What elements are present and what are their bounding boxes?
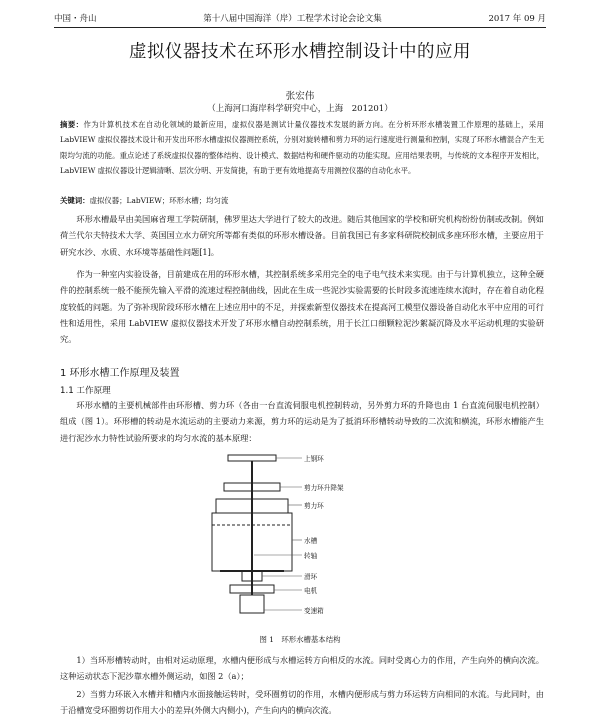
top-steel-ring [228,455,276,461]
abstract-label: 摘要： [60,120,84,129]
affiliation: （上海河口海岸科学研究中心，上海 201201） [207,104,393,114]
author: 张宏伟 [285,91,315,102]
abstract [60,117,544,178]
principle-item-2: 2）当剪力环嵌入水槽并和槽内水面接触运转时，受环圈剪切的作用，水槽内便形成与剪力环运转方向相同的水流。与此同时，由于沿槽宽受环圈剪切作用大小的差异(外侧大内侧小)，产生向内的横向次流。 [60,689,544,716]
flume-diagram [210,445,430,628]
intro-paragraph-2: 作为一种室内实验设备，目前建成在用的环形水槽，其控制系统多采用完全的电子电气技术来实现。由于与计算机独立，这种全硬件的控制系统一般不能预先输入平滑的流速过程控制曲线，因此在生成一些泥沙实验需要的长时段多流速连续水流时，存在着自动化程度较低的问题。为了弥补现阶段环形水槽在上述应用中的不足，并探索新型仪器技术在提高河工模型仪器设备自动化水平中应用的可行性和适用性，采用 LabVIEW 虚拟仪器技术开发了环形水槽自动控制系统，用于长江口细颗粒泥沙絮凝沉降及水平运动机理的实验研究。 [60,269,544,345]
section-heading: 1 环形水槽工作原理及装置 [60,368,180,379]
label-gearbox: 变速箱 [304,607,324,615]
label-slip-ring: 滑环 [304,573,318,581]
header-date: 2017 年 09 月 [488,14,546,24]
keywords-label: 关键词： [60,196,90,205]
figure-caption: 图 1 环形水槽基本结构 [259,635,341,644]
keywords-text: 虚拟仪器；LabVIEW；环形水槽；均匀流 [89,196,229,205]
gearbox [240,595,264,613]
header-location: 中国・舟山 [54,14,97,24]
running-header [54,12,546,26]
label-motor: 电机 [304,587,318,595]
abstract-text: 作为计算机技术在自动化领域的最新应用，虚拟仪器是测试计量仪器技术发展的新方向。在分析环形水槽装置工作原理的基础上，采用 LabVIEW 虚拟仪器技术设计和开发出环形水槽虚拟仪器测控系统，分别对旋转槽和剪力环的运行速度进行测量和控制，实现了环形水槽混合产生无限均匀流的功能。重点论述了系统虚拟仪器的整体结构、设计模式、数据结构和硬件驱动的功能实现。应用结果表明，与传统的文本程序开发相比，LabVIEW 虚拟仪器设计逻辑清晰、层次分明、开发简捷，有助于更有效地提高专用测控仪器的自动化水平。 [60,120,544,175]
paper-title: 虚拟仪器技术在环形水槽控制设计中的应用 [129,42,471,62]
subsection-heading: 1.1 工作原理 [60,386,111,396]
intro-paragraph-1: 环形水槽最早由美国麻省理工学院研制，佛罗里达大学进行了较大的改进。随后其他国家的学校和研究机构纷纷仿制或改制。例如荷兰代尔夫特技术大学、英国国立水力研究所等都有类似的环形水槽设备。目前我国已有多家科研院校制成多座环形水槽，主要应用于研究水沙、水质、水环境等基础性问题[1]。 [60,214,544,257]
header-proceedings: 第十八届中国海洋（岸）工程学术讨论会论文集 [203,14,382,24]
label-shear-ring: 剪力环 [304,502,324,510]
label-shaft: 转轴 [304,552,318,560]
header-rule [54,27,546,28]
label-lift-frame: 剪力环升降架 [304,484,344,492]
figure-annular-flume [210,445,430,628]
principle-item-1: 1）当环形槽转动时，由相对运动原理，水槽内便形成与水槽运转方向相反的水流。同时受离心力的作用，产生向外的横向次流。这种运动状态下泥沙靠水槽外侧运动，如图 2（a）； [60,655,544,682]
keywords [60,195,544,206]
label-top-steel-ring: 上钢环 [304,455,324,463]
principle-paragraph: 环形水槽的主要机械部件由环形槽、剪力环（各由一台直流伺服电机控制转动，另外剪力环的升降也由 1 台直流伺服电机控制）组成（图 1）。环形槽的转动是水流运动的主要动力来源，剪力环的运动是为了抵消环形槽转动导致的二次流和横流，环形水槽能产生进行泥沙水力特性试验所要求的均匀水流的基本原理： [60,400,544,443]
label-flume: 水槽 [304,537,318,545]
